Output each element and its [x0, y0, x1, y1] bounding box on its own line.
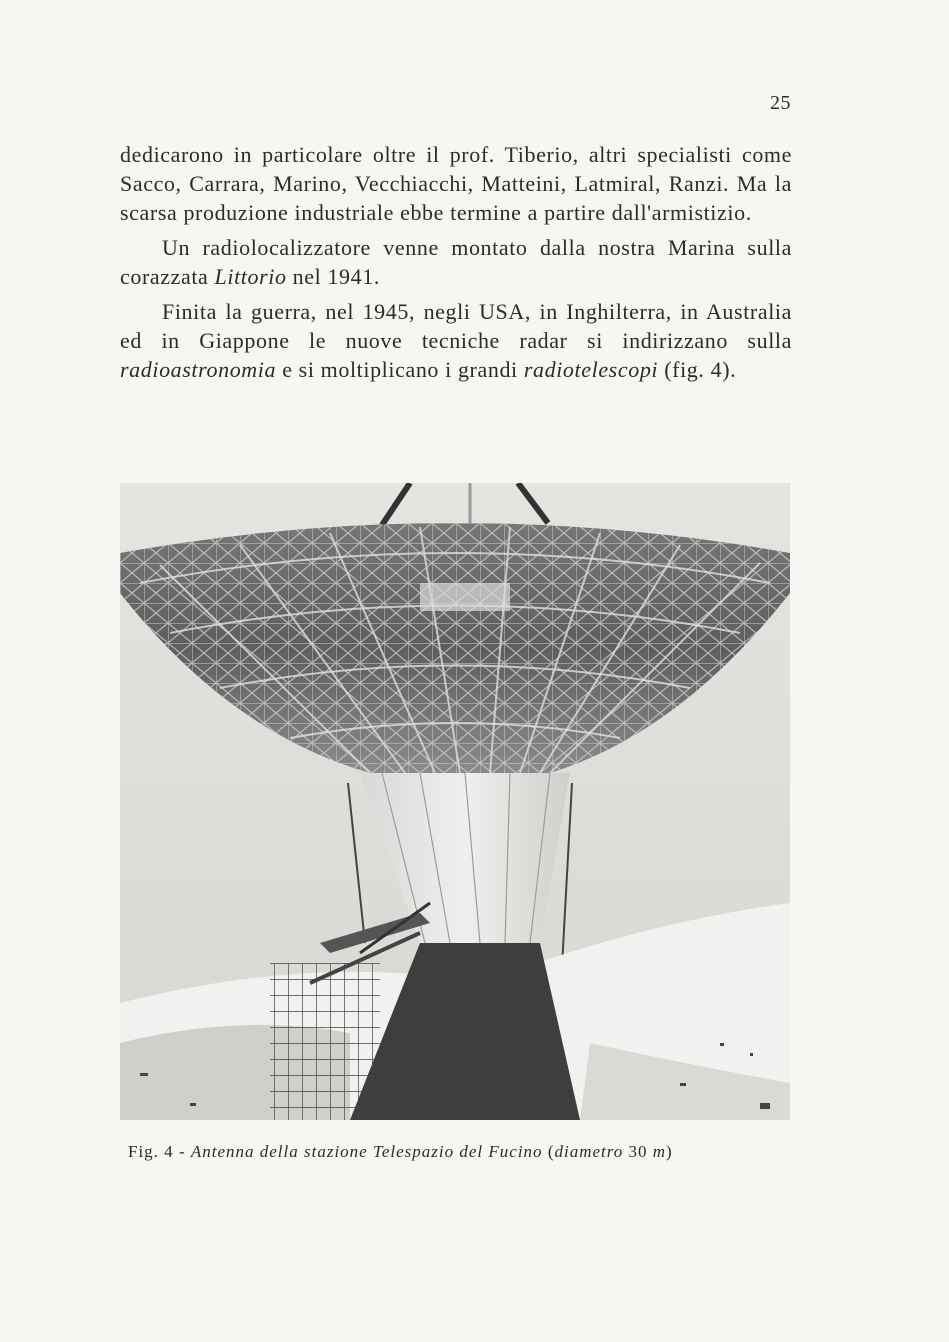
- paragraph-2-text-b: nel 1941.: [286, 264, 380, 289]
- paragraph-1-text: dedicarono in particolare oltre il prof. Tiberio, altri specialisti come Sacco, Carrara, Marino, Vecchiacchi, Matteini, Latmiral, Ranzi. Ma la scarsa produzione industriale ebbe termine a partire dall'armistizio.: [120, 142, 792, 225]
- caption-title: Antenna della stazione Telespazio del Fucino: [190, 1142, 543, 1161]
- caption-separator: -: [173, 1142, 191, 1161]
- paragraph-3: [120, 297, 792, 384]
- paragraph-3-text-b: e si moltiplicano i grandi: [276, 357, 524, 382]
- figure-label: Fig. 4: [128, 1142, 174, 1161]
- caption-paren-close: ): [666, 1142, 673, 1161]
- figure-caption: [128, 1142, 793, 1162]
- antenna-illustration: [120, 483, 790, 1120]
- term-radioastronomy: radioastronomia: [120, 357, 277, 382]
- caption-measure: 30: [623, 1142, 653, 1161]
- body-text: [120, 140, 792, 384]
- caption-paren-open: (: [542, 1142, 555, 1161]
- paragraph-2-text-a: Un radiolocalizzatore venne montato dalla nostra Marina sulla corazzata: [120, 235, 792, 289]
- paragraph-3-text-a: Finita la guerra, nel 1945, negli USA, in Inghilterra, in Australia ed in Giappone le nuove tecniche radar si indirizzano sulla: [120, 299, 792, 353]
- caption-diameter-label: diametro: [554, 1142, 624, 1161]
- paragraph-2: [120, 233, 792, 291]
- antenna-photo: [120, 483, 790, 1120]
- page-number: 25: [770, 92, 791, 114]
- caption-unit: m: [652, 1142, 667, 1161]
- ship-name: Littorio: [214, 264, 287, 289]
- term-radiotelescopes: radiotelescopi: [523, 357, 659, 382]
- paragraph-3-text-c: (fig. 4).: [658, 357, 737, 382]
- paragraph-1: [120, 140, 792, 227]
